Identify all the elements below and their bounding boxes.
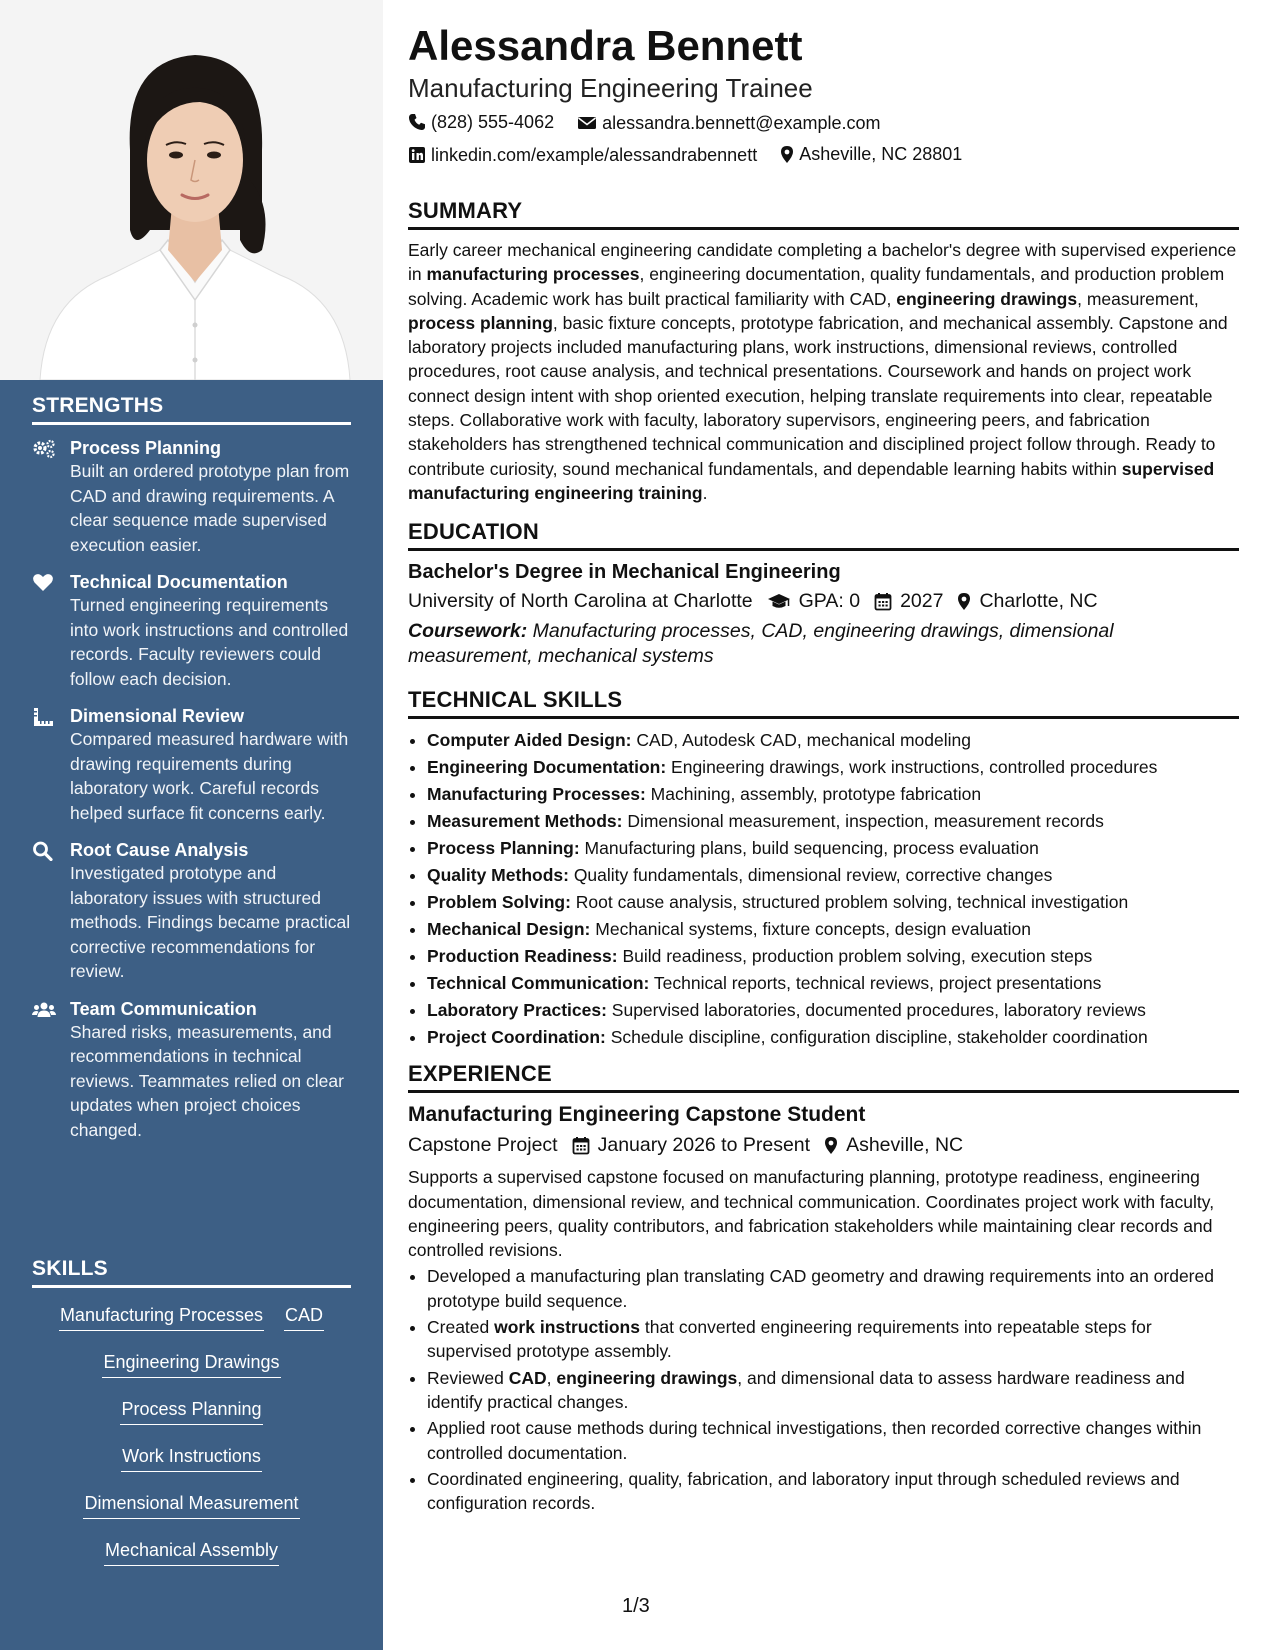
school-name: University of North Carolina at Charlotte (408, 590, 753, 613)
text-run: , (546, 1367, 557, 1388)
text-run: Reviewed (427, 1367, 509, 1388)
skill-label: Production Readiness: (427, 946, 618, 967)
experience-location-item (824, 1131, 963, 1159)
education-heading: EDUCATION (408, 519, 1239, 551)
text-run: Early career mechanical engineering candidate completing a bachelor's degree with supervised experience in (408, 240, 1237, 285)
skill-value: Quality fundamentals, dimensional review, corrective changes (568, 865, 1053, 886)
experience-bullets (408, 1264, 1239, 1515)
coursework-text: Manufacturing processes, CAD, engineering drawings, dimensional measurement, mechanical systems (408, 620, 1114, 668)
person-name: Alessandra Bennett (408, 22, 803, 69)
phone-text: (828) 555-4062 (431, 112, 555, 132)
bold-text: CAD (508, 1367, 547, 1388)
email-contact[interactable] (577, 111, 880, 135)
text-run: , basic fixture concepts, prototype fabrication, and mechanical assembly. Capstone and laboratory projects included manufacturing plans, work instructions, dimensional reviews, controlled procedures, root cause analysis, and technical presentations. Coursework and hands on project work connect design intent with shop oriented execution, helping translate requirements into clear, repeatable steps. Collaborative work with faculty, laboratory supervisors, engineering peers, and fabrication stakeholders has strengthened technical communication and disciplined project follow through. Ready to contribute curiosity, sound mechanical fundamentals, and dependable learning habits within (408, 312, 1228, 479)
bold-text: supervised manufacturing engineering training (408, 458, 1215, 503)
strengths-section (32, 394, 351, 1142)
bold-text: work instructions (494, 1317, 640, 1338)
coursework-label: Coursework: (408, 620, 528, 643)
text-run: Created (427, 1317, 495, 1338)
experience-heading: EXPERIENCE (408, 1061, 1239, 1093)
experience-meta (408, 1131, 1239, 1159)
strength-title: Team Communication (70, 998, 257, 1019)
skill-label: Problem Solving: (427, 892, 571, 913)
ruler-icon (32, 707, 54, 727)
skill-value: Engineering drawings, work instructions, controlled procedures (666, 757, 1158, 778)
skill-value: Technical reports, technical reviews, project presentations (649, 973, 1102, 994)
profile-photo (0, 0, 383, 380)
strength-desc: Shared risks, measurements, and recommendations in technical reviews. Teammates relied on clear updates when project choices changed. (70, 1021, 344, 1140)
bold-text: process planning (408, 312, 553, 333)
strength-desc: Investigated prototype and laboratory issues with structured methods. Findings became practical corrective recommendations for review. (70, 863, 351, 981)
technical-skill-item (427, 781, 1239, 808)
edu-location-text: Charlotte, NC (979, 590, 1098, 613)
envelope-icon (577, 115, 597, 131)
summary-heading: SUMMARY (408, 198, 1239, 230)
skill-value: Dimensional measurement, inspection, measurement records (622, 811, 1104, 832)
skill-label: Process Planning: (427, 838, 580, 859)
skill-label: Computer Aided Design: (427, 730, 632, 751)
skill-value: CAD, Autodesk CAD, mechanical modeling (631, 730, 971, 751)
strength-item (32, 437, 351, 557)
skill-value: Root cause analysis, structured problem solving, technical investigation (570, 892, 1129, 913)
strength-item (32, 839, 351, 984)
users-icon (32, 1000, 54, 1020)
strength-item (32, 998, 351, 1143)
gpa-item (767, 587, 860, 615)
skill-tag: Mechanical Assembly (104, 1537, 279, 1566)
experience-description: Supports a supervised capstone focused on manufacturing planning, prototype readiness, engineering documentation, dimensional review, and technical communication. Coordinates project work with faculty, engineering peers, quality contributors, and fabrication stakeholders while maintaining clear records and controlled revisions. (408, 1167, 1215, 1261)
skill-label: Manufacturing Processes: (427, 784, 646, 805)
email-text[interactable]: alessandra.bennett@example.com (602, 113, 881, 133)
skill-label: Technical Communication: (427, 973, 650, 994)
skill-label: Laboratory Practices: (427, 1000, 607, 1021)
year-item (874, 587, 943, 615)
graduation-cap-icon (767, 592, 791, 610)
linkedin-text[interactable]: linkedin.com/example/alessandrabennett (431, 144, 758, 165)
text-run: Coordinated engineering, quality, fabrication, and laboratory input through scheduled reviews and configuration records. (427, 1468, 1180, 1514)
technical-skill-item (427, 1024, 1239, 1051)
main-content (408, 20, 1239, 1517)
experience-bullet (427, 1366, 1239, 1415)
strength-title: Technical Documentation (70, 572, 288, 592)
summary-section (408, 198, 1239, 505)
text-run: that converted engineering requirements into repeatable steps for supervised prototype assembly. (427, 1317, 1152, 1362)
experience-dates: January 2026 to Present (597, 1134, 811, 1157)
experience-org: Capstone Project (408, 1134, 558, 1157)
degree-title: Bachelor's Degree in Mechanical Engineering (408, 561, 841, 584)
technical-skill-item (427, 889, 1239, 916)
technical-skills-section (408, 687, 1239, 1051)
edu-location-item (957, 587, 1097, 615)
heart-icon (32, 573, 54, 593)
technical-skill-item (427, 943, 1239, 970)
skill-label: Mechanical Design: (427, 919, 591, 940)
sidebar (0, 0, 383, 1650)
skills-heading: SKILLS (32, 1257, 351, 1288)
skill-value: Supervised laboratories, documented procedures, laboratory reviews (606, 1000, 1146, 1021)
calendar-icon (874, 592, 892, 611)
calendar-icon (572, 1136, 590, 1155)
location-contact (780, 142, 962, 166)
skill-label: Measurement Methods: (427, 811, 623, 832)
technical-skill-item (427, 916, 1239, 943)
skill-label: Quality Methods: (427, 865, 569, 886)
strengths-heading: STRENGTHS (32, 394, 351, 425)
technical-skill-item (427, 835, 1239, 862)
map-pin-icon (780, 145, 794, 164)
skill-value: Build readiness, production problem solving, execution steps (617, 946, 1093, 967)
technical-skills-list (408, 727, 1239, 1051)
bold-text: engineering drawings (556, 1367, 738, 1388)
phone-icon (408, 113, 426, 131)
technical-skill-item (427, 997, 1239, 1024)
map-pin-icon (957, 592, 971, 611)
technical-skill-item (427, 970, 1239, 997)
technical-skill-item (427, 808, 1239, 835)
year-text: 2027 (900, 590, 944, 613)
linkedin-contact[interactable] (408, 143, 757, 167)
location-text: Asheville, NC 28801 (799, 144, 963, 164)
skill-value: Machining, assembly, prototype fabrication (645, 784, 982, 805)
skill-tag: Work Instructions (121, 1443, 262, 1472)
strength-desc: Compared measured hardware with drawing requirements during laboratory work. Careful records helped surface fit concerns early. (70, 729, 349, 823)
skill-tag: Manufacturing Processes (59, 1302, 264, 1331)
strength-title: Root Cause Analysis (70, 840, 249, 860)
bold-text: manufacturing processes (426, 264, 640, 285)
skill-label: Engineering Documentation: (427, 757, 667, 778)
text-run: Applied root cause methods during technical investigations, then recorded corrective changes within controlled documentation. (427, 1418, 1202, 1463)
technical-skill-item (427, 862, 1239, 889)
experience-bullet (427, 1315, 1239, 1364)
gpa-text: GPA: 0 (798, 590, 861, 613)
text-run: Developed a manufacturing plan translating CAD geometry and drawing requirements into an ordered prototype build sequence. (427, 1266, 1214, 1311)
skill-value: Schedule discipline, configuration discipline, stakeholder coordination (605, 1027, 1148, 1048)
experience-bullet (427, 1264, 1239, 1313)
skills-section (32, 1257, 351, 1584)
skill-value: Manufacturing plans, build sequencing, process evaluation (579, 838, 1039, 859)
experience-bullet (427, 1416, 1239, 1465)
linkedin-icon (408, 146, 426, 164)
experience-bullet (427, 1467, 1239, 1516)
coursework (408, 619, 1239, 669)
technical-skills-heading: TECHNICAL SKILLS (408, 687, 1239, 719)
strength-title: Dimensional Review (70, 706, 245, 726)
experience-dates-item (572, 1131, 810, 1159)
skill-tag: Process Planning (120, 1396, 262, 1425)
text-run: , and dimensional data to assess hardware readiness and identify practical changes. (427, 1367, 1185, 1412)
skill-value: Mechanical systems, fixture concepts, design evaluation (590, 919, 1032, 940)
text-run: , measurement, (1077, 288, 1199, 309)
page-number: 1/3 (622, 1595, 650, 1617)
summary-text (408, 238, 1239, 505)
gears-icon (32, 439, 54, 459)
experience-section (408, 1061, 1239, 1515)
skill-label: Project Coordination: (427, 1027, 606, 1048)
person-title: Manufacturing Engineering Trainee (408, 73, 813, 103)
skill-tag: Engineering Drawings (102, 1349, 280, 1378)
map-pin-icon (824, 1136, 838, 1155)
contact-info (408, 110, 1239, 174)
education-section (408, 519, 1239, 669)
phone-contact (408, 110, 554, 134)
strength-title: Process Planning (70, 438, 222, 458)
strength-item (32, 571, 351, 691)
search-icon (32, 841, 54, 861)
strength-item (32, 705, 351, 825)
technical-skill-item (427, 727, 1239, 754)
technical-skill-item (427, 754, 1239, 781)
experience-role: Manufacturing Engineering Capstone Student (408, 1103, 866, 1127)
strength-desc: Turned engineering requirements into work instructions and controlled records. Faculty reviewers could follow each decision. (70, 595, 349, 689)
text-run: , engineering documentation, quality fundamentals, and production problem solving. Academic work has built practical familiarity with CAD, (408, 264, 1225, 309)
education-meta (408, 587, 1239, 615)
experience-location: Asheville, NC (846, 1134, 964, 1157)
skill-tags (32, 1302, 351, 1566)
strength-desc: Built an ordered prototype plan from CAD and drawing requirements. A clear sequence made supervised execution easier. (70, 461, 350, 555)
text-run: . (702, 482, 708, 503)
skill-tag: CAD (284, 1302, 324, 1331)
bold-text: engineering drawings (896, 288, 1078, 309)
skill-tag: Dimensional Measurement (83, 1490, 299, 1519)
